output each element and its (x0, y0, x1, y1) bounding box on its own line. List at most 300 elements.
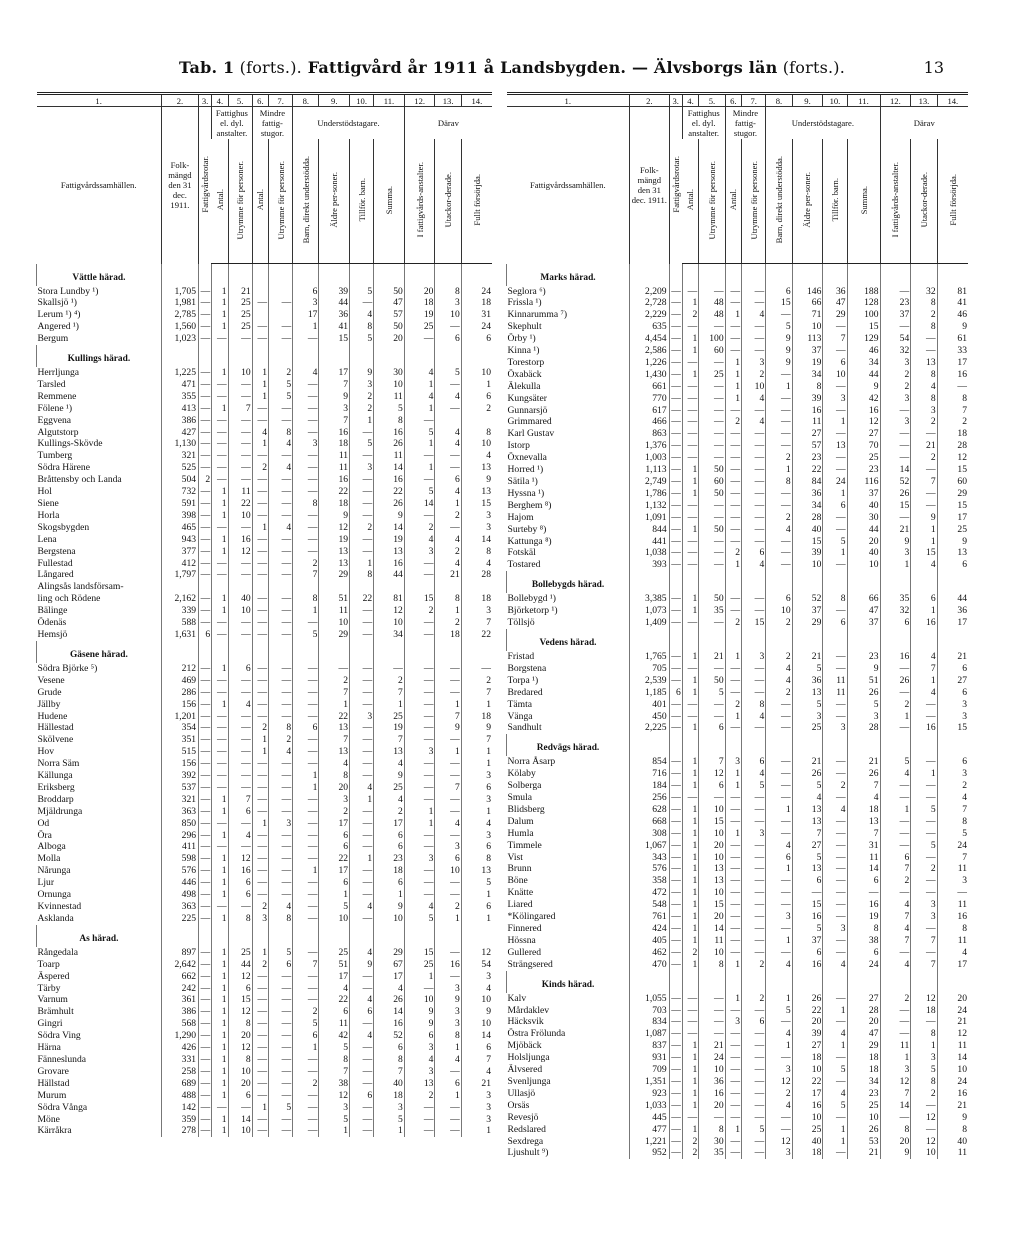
cell-c8: 4 (766, 1100, 792, 1112)
municipality-name: Brunn (507, 863, 532, 875)
cell-c4: 1 (682, 605, 698, 617)
cell-c8: 2 (766, 687, 792, 699)
cell-c7: — (742, 333, 766, 345)
cell-c11: 17 (374, 971, 405, 983)
cell-c9: 5 (792, 852, 823, 864)
empty-cell (435, 925, 461, 947)
cell-c4: 1 (212, 1006, 228, 1018)
cell-c6: 1 (725, 357, 741, 369)
header-antal-fattighus: Antal. (682, 139, 698, 264)
cell-c13: 1 (911, 524, 937, 536)
cell-c9: 7 (319, 734, 350, 746)
cell-c9: 84 (792, 476, 823, 488)
cell-c2: 1,003 (630, 452, 670, 464)
cell-c3: — (669, 1005, 682, 1017)
cell-c7: 4 (269, 901, 293, 913)
cell-c7: — (269, 1018, 293, 1030)
cell-c10: — (350, 1125, 374, 1137)
cell-c8: — (293, 687, 319, 699)
cell-c7: 4 (742, 559, 766, 571)
cell-c3: — (669, 512, 682, 524)
section-heading: Vättle härad. (37, 264, 162, 286)
table-row (37, 450, 493, 462)
cell-c12: — (404, 889, 435, 901)
cell-c10: — (823, 993, 847, 1005)
cell-c5: — (699, 381, 725, 393)
cell-c13: — (435, 403, 461, 415)
cell-c5: 14 (228, 1114, 252, 1126)
cell-c2: 2,749 (630, 476, 670, 488)
cell-c12: 4 (880, 959, 911, 971)
header-fattigvardssamhallen: Fattigvårdssamhällen. (529, 180, 606, 191)
cell-c12: 1 (880, 711, 911, 723)
cell-c3: — (669, 1136, 682, 1148)
cell-c12: — (404, 983, 435, 995)
cell-c7: — (269, 546, 293, 558)
cell-c14: 7 (937, 852, 968, 864)
cell-c10: — (823, 1147, 847, 1159)
table-row (507, 1124, 969, 1136)
table-row (507, 711, 969, 723)
cell-c4: — (212, 415, 228, 427)
cell-c12: — (404, 333, 435, 345)
municipality-name: Gunnarsjö (507, 404, 548, 416)
cell-c4: 1 (212, 1114, 228, 1126)
cell-c3: — (199, 450, 212, 462)
cell-c5: — (699, 559, 725, 571)
cell-c13: — (435, 770, 461, 782)
cell-c4: 1 (212, 486, 228, 498)
cell-c3: — (669, 500, 682, 512)
cell-c13: — (911, 1100, 937, 1112)
cell-c10: 3 (350, 462, 374, 474)
municipality-name: Bälinge (37, 605, 68, 617)
header-tillfor-barn: Tillför. barn. (823, 139, 847, 264)
cell-c3: — (199, 830, 212, 842)
cell-c7 (269, 309, 293, 321)
cell-c4: — (682, 663, 698, 675)
empty-cell (212, 641, 228, 663)
cell-c9: 52 (792, 593, 823, 605)
cell-c5: 36 (699, 1076, 725, 1088)
cell-c6: — (252, 415, 268, 427)
cell-c7: — (742, 1147, 766, 1159)
cell-c12: 1 (404, 379, 435, 391)
cell-c12: — (880, 452, 911, 464)
cell-c6: — (725, 321, 741, 333)
cell-c2: 1,376 (630, 440, 670, 452)
cell-c14: 10 (461, 1018, 492, 1030)
cell-c2: 1,351 (630, 1076, 670, 1088)
cell-c5: 16 (228, 865, 252, 877)
cell-c14: 61 (937, 333, 968, 345)
cell-c7: — (269, 794, 293, 806)
cell-c8: — (293, 947, 319, 959)
municipality-name: Töllsjö (507, 617, 535, 629)
cell-c7: — (742, 1028, 766, 1040)
cell-c13: 4 (435, 818, 461, 830)
cell-c5: — (699, 792, 725, 804)
empty-cell (823, 571, 847, 593)
cell-c12: 4 (880, 923, 911, 935)
cell-c5: — (699, 699, 725, 711)
cell-c14: 13 (461, 486, 492, 498)
cell-c7: 3 (742, 828, 766, 840)
cell-c2: 359 (161, 1114, 198, 1126)
cell-c4: 1 (212, 1042, 228, 1054)
municipality-name: Mjöbäck (507, 1040, 542, 1052)
section-heading-row (37, 925, 493, 947)
cell-c6: 1 (725, 651, 741, 663)
cell-c8: 2 (293, 1078, 319, 1090)
table-row (37, 830, 493, 842)
cell-c9: 6 (319, 841, 350, 853)
cell-c7: — (269, 1114, 293, 1126)
table-row (507, 381, 969, 393)
cell-c3 (199, 581, 212, 593)
cell-c14: 10 (461, 994, 492, 1006)
table-row (37, 1006, 493, 1018)
cell-c13: — (435, 806, 461, 818)
cell-c9: 16 (319, 474, 350, 486)
cell-c7: — (742, 524, 766, 536)
cell-c10: 9 (350, 959, 374, 971)
cell-c8: — (293, 415, 319, 427)
cell-c13: 16 (911, 617, 937, 629)
cell-c14: 9 (937, 1112, 968, 1124)
cell-c4: 1 (682, 1076, 698, 1088)
cell-c13: — (911, 333, 937, 345)
column-number: 14. (937, 94, 968, 107)
cell-c11: 17 (374, 818, 405, 830)
cell-c13: — (435, 877, 461, 889)
cell-c11: 44 (374, 569, 405, 581)
empty-cell (742, 734, 766, 756)
cell-c3: — (199, 818, 212, 830)
cell-c13: — (911, 500, 937, 512)
cell-c10: — (823, 947, 847, 959)
section-heading: Gäsene härad. (37, 641, 162, 663)
cell-c11: 129 (847, 333, 880, 345)
municipality-name: Liared (507, 899, 533, 911)
cell-c14: 3 (937, 699, 968, 711)
cell-c7: — (269, 1054, 293, 1066)
table-row (37, 581, 493, 593)
cell-c3: — (199, 994, 212, 1006)
cell-c14: 3 (461, 1090, 492, 1102)
cell-c14: 8 (461, 853, 492, 865)
cell-c12: 14 (880, 464, 911, 476)
cell-c4: — (212, 818, 228, 830)
cell-c3: 2 (199, 474, 212, 486)
cell-c8: 2 (766, 1088, 792, 1100)
cell-c7: — (269, 971, 293, 983)
cell-c9: 22 (792, 1005, 823, 1017)
empty-cell (937, 971, 968, 993)
cell-c9: 13 (319, 722, 350, 734)
cell-c12: 4 (880, 899, 911, 911)
header-i-fattigvardsanstalter: I fattigvårds-anstalter. (880, 139, 911, 264)
cell-c7: — (742, 887, 766, 899)
cell-c5: — (228, 474, 252, 486)
cell-c9: 10 (792, 321, 823, 333)
cell-c12: — (880, 887, 911, 899)
empty-cell (880, 629, 911, 651)
cell-c13: 8 (911, 297, 937, 309)
cell-c3: 6 (669, 687, 682, 699)
cell-c14: 15 (937, 722, 968, 734)
cell-c9: 3 (319, 403, 350, 415)
cell-c13: — (435, 675, 461, 687)
cell-c11: 40 (374, 1078, 405, 1090)
cell-c2: 709 (630, 1064, 670, 1076)
cell-c6: — (252, 806, 268, 818)
cell-c3: — (669, 393, 682, 405)
empty-cell (404, 264, 435, 286)
cell-c9: 36 (792, 675, 823, 687)
cell-c2: 398 (161, 510, 198, 522)
cell-c6: — (725, 1005, 741, 1017)
cell-c2: 1,185 (630, 687, 670, 699)
cell-c14: 15 (461, 498, 492, 510)
table-row (37, 794, 493, 806)
empty-cell (199, 925, 212, 947)
table-row (37, 1102, 493, 1114)
empty-cell (792, 264, 823, 286)
section-heading-row (37, 641, 493, 663)
empty-cell (911, 571, 937, 593)
cell-c7: 8 (269, 427, 293, 439)
cell-c6: — (725, 464, 741, 476)
cell-c6: — (252, 510, 268, 522)
cell-c5: 12 (699, 768, 725, 780)
cell-c6: — (252, 1006, 268, 1018)
cell-c6: — (725, 804, 741, 816)
cell-c12: — (880, 1005, 911, 1017)
cell-c8: — (293, 450, 319, 462)
cell-c8: 4 (766, 675, 792, 687)
title-tail: (forts.). (777, 58, 846, 77)
cell-c12: 3 (404, 1066, 435, 1078)
cell-c9: 13 (319, 546, 350, 558)
cell-c14: 8 (937, 923, 968, 935)
empty-cell (461, 345, 492, 367)
cell-c14: 12 (937, 452, 968, 464)
cell-c11: 40 (847, 547, 880, 559)
cell-c4: — (682, 536, 698, 548)
cell-c9: 3 (319, 794, 350, 806)
cell-c8: — (293, 758, 319, 770)
empty-cell (880, 571, 911, 593)
cell-c2: 2,209 (630, 286, 670, 298)
cell-c5: 4 (228, 830, 252, 842)
cell-c13: 5 (911, 840, 937, 852)
cell-c9: 5 (319, 1042, 350, 1054)
cell-c10: — (350, 983, 374, 995)
cell-c10: — (823, 899, 847, 911)
cell-c12: 9 (404, 1006, 435, 1018)
cell-c13: 4 (911, 381, 937, 393)
cell-c10: 4 (350, 782, 374, 794)
cell-c12: 1 (404, 438, 435, 450)
header-understodstagare: Understödstagare. (293, 107, 405, 140)
header-utrymme-fattighus: Utrymme för personer. (699, 139, 725, 264)
cell-c9: 10 (792, 1112, 823, 1124)
cell-c2: 488 (161, 1090, 198, 1102)
cell-c2: 286 (161, 687, 198, 699)
cell-c2: 761 (630, 911, 670, 923)
empty-cell (911, 734, 937, 756)
cell-c9: 3 (792, 711, 823, 723)
cell-c3: — (669, 711, 682, 723)
cell-c10: 4 (350, 1030, 374, 1042)
cell-c4: — (682, 321, 698, 333)
cell-c10: — (350, 629, 374, 641)
cell-c5: 8 (699, 1124, 725, 1136)
cell-c3: — (199, 794, 212, 806)
cell-c13: — (911, 464, 937, 476)
municipality-name: Sätila ¹) (507, 476, 538, 487)
empty-cell (847, 264, 880, 286)
header-barn-direkt: Barn, direkt understödda. (293, 139, 319, 264)
empty-cell (350, 641, 374, 663)
cell-c3: — (669, 699, 682, 711)
cell-c11: 2 (374, 806, 405, 818)
cell-c9: 37 (792, 605, 823, 617)
cell-c4: 1 (212, 947, 228, 959)
cell-c11: 16 (374, 558, 405, 570)
cell-c10: — (350, 806, 374, 818)
cell-c4: 1 (682, 1052, 698, 1064)
cell-c3: — (199, 877, 212, 889)
empty-cell (823, 971, 847, 993)
cell-c5: 50 (699, 593, 725, 605)
header-fullt-forsorjda: Fullt försörjda. (461, 139, 492, 264)
cell-c2: 1,705 (161, 286, 198, 298)
page-title (0, 58, 1024, 77)
cell-c10: — (823, 863, 847, 875)
cell-c4: — (682, 405, 698, 417)
cell-c12: — (404, 629, 435, 641)
column-number: 12. (404, 94, 435, 107)
municipality-name: Seglora ⁶) (507, 285, 546, 297)
cell-c11: 15 (847, 321, 880, 333)
cell-c6: — (252, 605, 268, 617)
cell-c3: — (199, 959, 212, 971)
cell-c10: 5 (823, 536, 847, 548)
cell-c3: — (199, 947, 212, 959)
cell-c14: — (937, 381, 968, 393)
cell-c3: — (669, 464, 682, 476)
cell-c8: — (293, 746, 319, 758)
table-row (507, 464, 969, 476)
cell-c2: 441 (630, 536, 670, 548)
cell-c9: 2 (319, 806, 350, 818)
municipality-name: Kattunga ⁸) (507, 535, 552, 547)
cell-c10: 11 (823, 687, 847, 699)
cell-c4: — (682, 993, 698, 1005)
municipality-name: Grude (37, 686, 62, 698)
cell-c10: — (350, 971, 374, 983)
municipality-name: Norra Säm (37, 758, 80, 770)
cell-c5: — (699, 711, 725, 723)
cell-c12: — (404, 734, 435, 746)
cell-c2: 462 (630, 947, 670, 959)
municipality-name: Kalv (507, 992, 527, 1004)
cell-c6: — (252, 629, 268, 641)
cell-c5: — (228, 746, 252, 758)
table-row (507, 357, 969, 369)
cell-c13: — (911, 1124, 937, 1136)
cell-c9: 57 (792, 440, 823, 452)
cell-c11: 44 (847, 524, 880, 536)
cell-c9: 6 (319, 830, 350, 842)
cell-c9: 3 (319, 1102, 350, 1114)
cell-c6: — (252, 699, 268, 711)
table-row (37, 994, 493, 1006)
header-antal-stugor: Antal. (252, 139, 268, 264)
municipality-name: Remmene (37, 390, 77, 402)
cell-c8: 1 (293, 770, 319, 782)
cell-c9: 5 (792, 780, 823, 792)
table-row (37, 309, 493, 321)
cell-c4: 1 (682, 1088, 698, 1100)
cell-c6: — (252, 675, 268, 687)
cell-c10: 3 (823, 722, 847, 734)
cell-c6: 1 (725, 393, 741, 405)
cell-c11: 21 (847, 1147, 880, 1159)
cell-c10: 6 (823, 357, 847, 369)
cell-c6: — (725, 286, 741, 298)
cell-c11: 24 (847, 959, 880, 971)
cell-c2: 1,560 (161, 321, 198, 333)
cell-c10: — (350, 830, 374, 842)
cell-c3: — (669, 1064, 682, 1076)
table-row (507, 863, 969, 875)
cell-c3: — (669, 935, 682, 947)
cell-c2: 850 (161, 818, 198, 830)
cell-c5: 10 (699, 852, 725, 864)
cell-c6: — (252, 794, 268, 806)
cell-c11: 70 (847, 440, 880, 452)
cell-c12: 25 (404, 959, 435, 971)
cell-c4: 1 (682, 899, 698, 911)
cell-c6: — (725, 816, 741, 828)
cell-c4: — (682, 547, 698, 559)
cell-c13 (435, 581, 461, 593)
cell-c10: 13 (823, 440, 847, 452)
empty-cell (374, 264, 405, 286)
table-row (37, 746, 493, 758)
table-row (37, 321, 493, 333)
cell-c8: — (766, 1112, 792, 1124)
cell-c13: 4 (435, 558, 461, 570)
table-row (37, 959, 493, 971)
cell-c3: — (199, 321, 212, 333)
cell-c10: — (350, 450, 374, 462)
empty-cell (682, 971, 698, 993)
cell-c10: 4 (823, 804, 847, 816)
cell-c6: — (252, 663, 268, 675)
cell-c9: 37 (792, 935, 823, 947)
cell-c7: — (742, 863, 766, 875)
cell-c3: — (199, 913, 212, 925)
municipality-name: Hössna (507, 934, 536, 946)
cell-c13: 4 (911, 687, 937, 699)
cell-c2: 343 (630, 852, 670, 864)
cell-c13: 7 (911, 663, 937, 675)
cell-c10: 3 (823, 923, 847, 935)
